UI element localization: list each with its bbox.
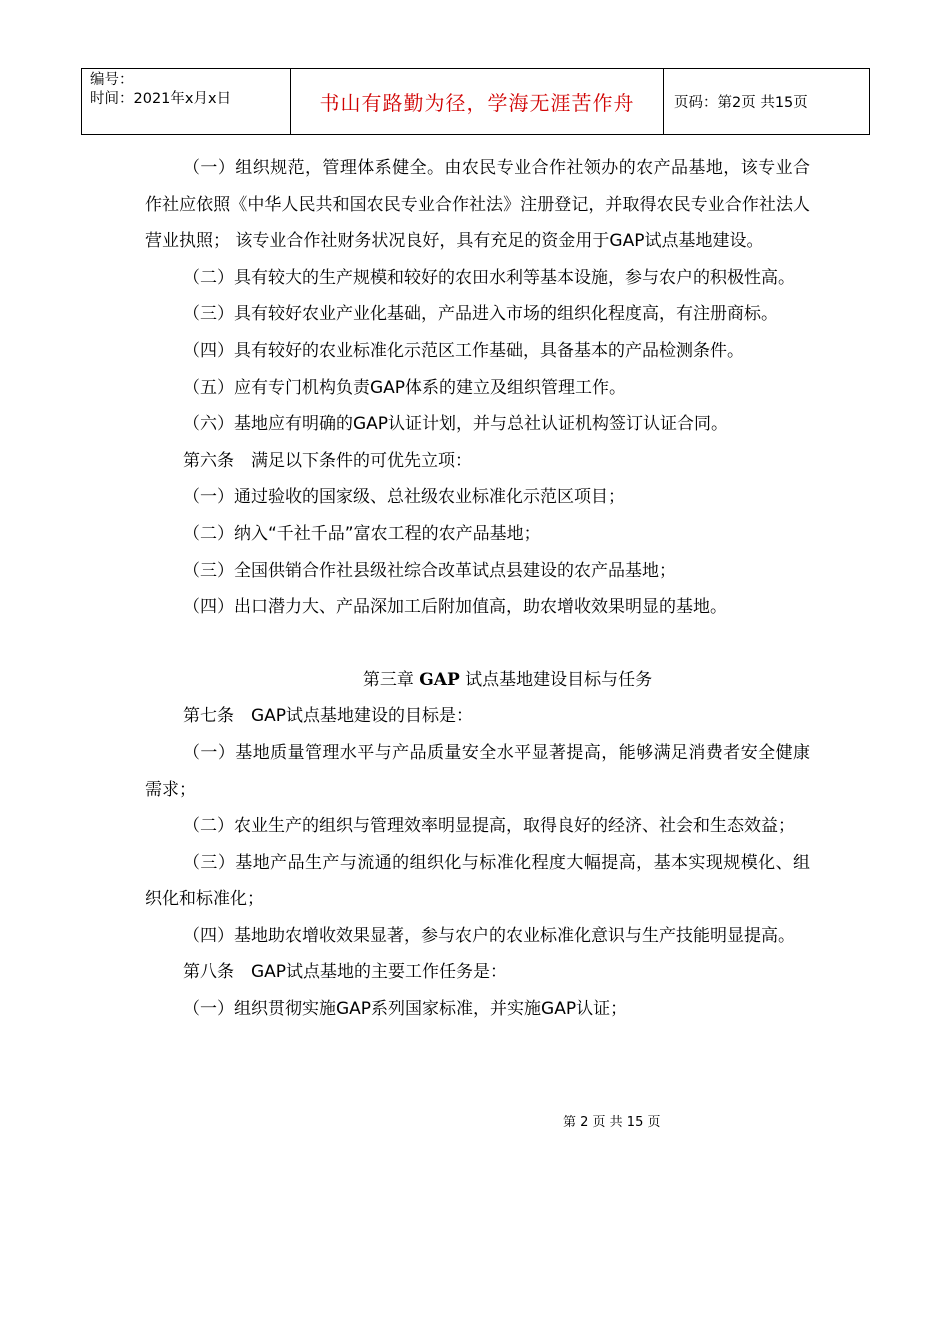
article-heading: 第六条 满足以下条件的可优先立项： — [183, 450, 472, 471]
serial-label: 编号： — [90, 72, 134, 88]
paragraph: （五）应有专门机构负责GAP体系的建立及组织管理工作。 — [183, 377, 627, 398]
chapter-bold: GAP — [419, 669, 460, 690]
paragraph: （三）具有较好农业产业化基础，产品进入市场的组织化程度高，有注册商标。 — [183, 304, 778, 325]
article-heading: 第八条 GAP试点基地的主要工作任务是： — [183, 962, 508, 983]
chapter-rest: 试点基地建设目标与任务 — [465, 669, 653, 690]
paragraph: （三）基地产品生产与流通的组织化与标准化程度大幅提高，基本实现规模化、组织化和标准化； — [145, 852, 810, 910]
paragraph: （一）组织贯彻实施GAP系列国家标准，并实施GAP认证； — [183, 999, 628, 1020]
paragraph: （二）具有较大的生产规模和较好的农田水利等基本设施，参与农户的积极性高。 — [183, 267, 795, 288]
paragraph: （四）具有较好的农业标准化示范区工作基础，具备基本的产品检测条件。 — [183, 340, 744, 361]
paragraph: （一）通过验收的国家级、总社级农业标准化示范区项目； — [183, 487, 625, 508]
paragraph: （一）基地质量管理水平与产品质量安全水平显著提高，能够满足消费者安全健康需求； — [145, 742, 810, 800]
header-table — [81, 68, 870, 135]
header-left-cell — [82, 69, 291, 135]
paragraph: （四）基地助农增收效果显著，参与农户的农业标准化意识与生产技能明显提高。 — [183, 925, 795, 946]
paragraph: （三）全国供销合作社县级社综合改革试点县建设的农产品基地； — [183, 560, 676, 581]
chapter-prefix: 第三章 — [362, 669, 414, 690]
article-heading: 第七条 GAP试点基地建设的目标是： — [183, 706, 474, 727]
page-info: 页码：第2页 共15页 — [664, 69, 870, 135]
paragraph: （二）农业生产的组织与管理效率明显提高，取得良好的经济、社会和生态效益； — [183, 816, 795, 837]
motto-text: 书山有路勤为径，学海无涯苦作舟 — [291, 69, 664, 135]
paragraph: （六）基地应有明确的GAP认证计划，并与总社认证机构签订认证合同。 — [183, 414, 729, 435]
date-label: 时间：2021年x月x日 — [90, 91, 232, 107]
paragraph: （四）出口潜力大、产品深加工后附加值高，助农增收效果明显的基地。 — [183, 597, 727, 618]
paragraph: （二）纳入“千社千品”富农工程的农产品基地； — [183, 523, 541, 544]
section-spacer — [145, 626, 810, 662]
paragraph: （一）组织规范，管理体系健全。由农民专业合作社领办的农产品基地，该专业合作社应依照《中华人民共和国农民专业合作社法》注册登记，并取得农民专业合作社法人营业执照； 该专业合作社财务状况良好，具有充足的资金用于GAP试点基地建设。 — [145, 158, 810, 252]
chapter-title — [145, 662, 810, 699]
page-footer: 第 2 页 共 15 页 — [563, 1115, 661, 1130]
document-body — [145, 150, 810, 1028]
